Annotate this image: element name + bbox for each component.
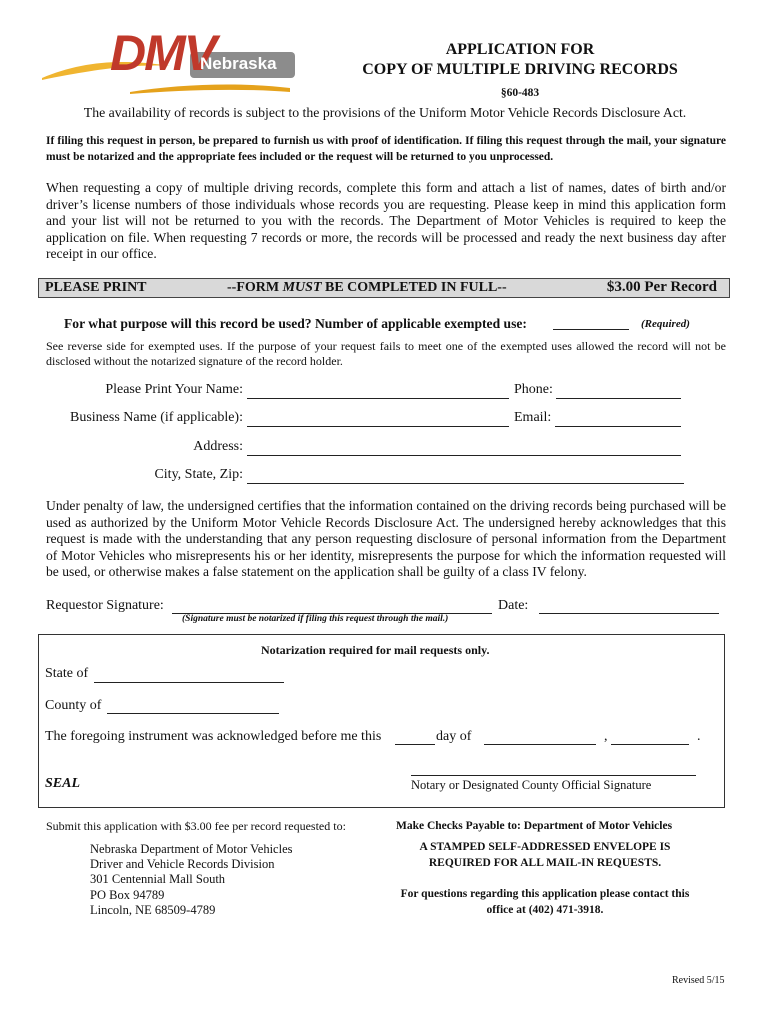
mailing-address [90, 842, 292, 918]
business-label: Business Name (if applicable): [69, 410, 243, 425]
submit-text: Submit this application with $3.00 fee per record requested to: [46, 819, 346, 833]
name-field[interactable] [247, 397, 509, 399]
phone-field[interactable] [556, 397, 681, 399]
email-label: Email: [514, 410, 552, 425]
notary-county-label: County of [45, 698, 102, 713]
address-label: Address: [193, 439, 243, 454]
logo-state: Nebraska [200, 54, 277, 73]
date-label: Date: [498, 598, 529, 613]
address-field[interactable] [247, 454, 681, 456]
statute-number: §60-483 [500, 87, 540, 99]
purpose-note: See reverse side for exempted uses. If the purpose of your request fails to meet one of the exempted uses allowed the record will not be disclosed without the notarized signature of the record holder. [46, 339, 726, 368]
checks-payable: Make Checks Payable to: Department of Motor Vehicles [396, 820, 673, 832]
notary-state-field[interactable] [94, 681, 284, 683]
seal-label: SEAL [45, 776, 81, 791]
address-line: Driver and Vehicle Records Division [90, 857, 275, 872]
form-title-line1: APPLICATION FOR [445, 41, 595, 58]
phone-label: Phone: [514, 382, 553, 397]
notary-state-label: State of [45, 666, 89, 681]
notary-official-label: Notary or Designated County Official Signature [411, 778, 652, 792]
date-field[interactable] [539, 612, 719, 614]
notary-county-field[interactable] [107, 712, 279, 714]
address-line: Nebraska Department of Motor Vehicles [90, 842, 293, 856]
notary-period: . [697, 729, 701, 744]
questions-line-2: office at (402) 471-3918. [486, 904, 604, 916]
form-banner [38, 278, 730, 298]
notary-comma: , [604, 729, 608, 744]
purpose-required: (Required) [641, 318, 690, 330]
address-line: 301 Centennial Mall South [90, 872, 226, 887]
banner-mid-em: MUST [282, 280, 322, 295]
banner-complete [227, 280, 507, 296]
signature-note: (Signature must be notarized if filing this request through the mail.) [182, 614, 449, 624]
notary-month-field[interactable] [484, 743, 596, 745]
banner-mid-pre: --FORM [227, 280, 283, 295]
certification-paragraph: Under penalty of law, the undersigned certifies that the information contained on the driving records being purchased will be used as authorized by the Uniform Motor Vehicle Records Disclosure Act. The undersigned hereby acknowledges that this request is made with the understanding that any person requesting disclosure of personal information from the Department of Motor Vehicles who misrepresents his or her identity, misrepresents the purpose for which the information requested will be used, or otherwise makes a false statement on the application shall be guilty of a class IV felony. [46, 498, 726, 579]
instructions-paragraph: When requesting a copy of multiple driving records, complete this form and attach a list of names, dates of birth and/or driver’s license numbers of those individuals whose records you are requesting. Please keep in mind this application form and your list will not be returned to you with the records. The Department of Motor Vehicles is required to keep the application on file. When requesting 7 records or more, the records will be processed and ready the next business day after receipt in our office. [46, 180, 726, 261]
notary-signature-field[interactable] [411, 774, 696, 776]
banner-mid-post: BE COMPLETED IN FULL-- [321, 280, 507, 295]
notary-year-field[interactable] [611, 743, 689, 745]
banner-please-print: PLEASE PRINT [45, 280, 147, 295]
notary-day-field[interactable] [395, 743, 435, 745]
dmv-logo [40, 22, 300, 102]
city-label: City, State, Zip: [154, 467, 243, 482]
revised-date: Revised 5/15 [672, 975, 725, 986]
city-field[interactable] [247, 482, 684, 484]
name-label: Please Print Your Name: [105, 382, 243, 397]
envelope-notice-1: A STAMPED SELF-ADDRESSED ENVELOPE IS [419, 841, 671, 853]
filing-notice: If filing this request in person, be prepared to furnish us with proof of identification. If filing this request through the mail, your signature must be notarized and the appropriate fees included or the request will be returned to you unprocessed. [46, 135, 726, 163]
notary-heading: Notarization required for mail requests only. [261, 643, 490, 657]
envelope-notice-2: REQUIRED FOR ALL MAIL-IN REQUESTS. [428, 857, 662, 869]
business-field[interactable] [247, 425, 509, 427]
banner-price: $3.00 Per Record [606, 279, 717, 295]
signature-label: Requestor Signature: [46, 598, 164, 613]
notary-day-of: day of [436, 729, 472, 744]
address-line: Lincoln, NE 68509-4789 [90, 902, 216, 917]
logo-mark: DMV [110, 25, 216, 81]
form-title-line2: COPY OF MULTIPLE DRIVING RECORDS [362, 61, 678, 78]
purpose-question: For what purpose will this record be used? Number of applicable exempted use: [64, 316, 527, 331]
notary-instrument-text: The foregoing instrument was acknowledged before me this [45, 729, 382, 744]
notary-box [38, 634, 725, 808]
email-field[interactable] [555, 425, 681, 427]
address-line: PO Box 94789 [90, 887, 165, 902]
questions-line-1: For questions regarding this application please contact this [400, 888, 690, 900]
availability-text: The availability of records is subject to the provisions of the Uniform Motor Vehicle Records Disclosure Act. [83, 105, 687, 120]
purpose-blank[interactable] [553, 328, 629, 330]
